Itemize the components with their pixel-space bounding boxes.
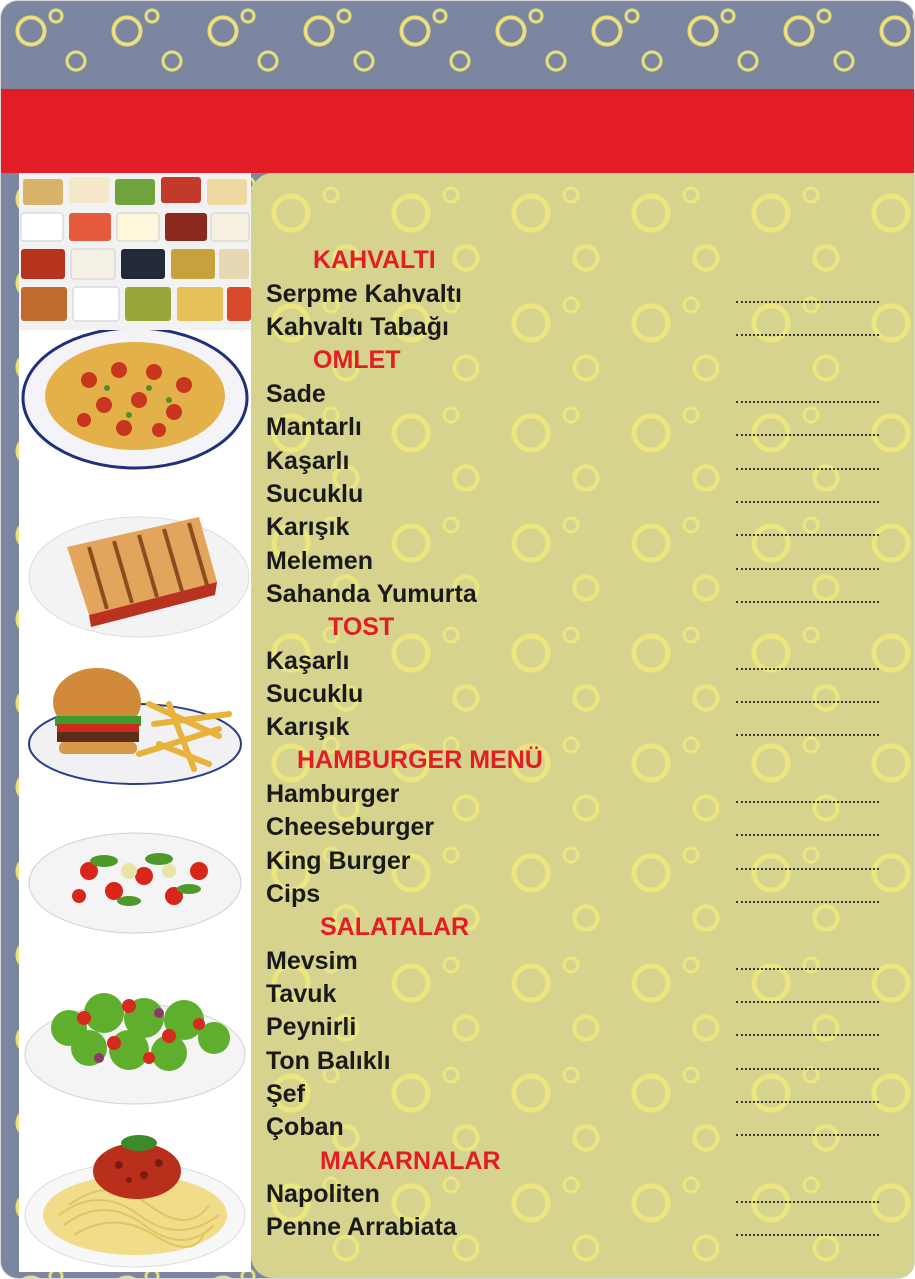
- menu-item: Karışık: [266, 713, 350, 741]
- price-placeholder: [736, 434, 879, 436]
- price-placeholder: [736, 568, 879, 570]
- price-placeholder: [736, 834, 879, 836]
- photo-column: [19, 173, 251, 1278]
- menu-item: Cheeseburger: [266, 813, 435, 841]
- price-placeholder: [736, 468, 879, 470]
- menu-item: Ton Balıklı: [266, 1047, 391, 1075]
- price-placeholder: [736, 1234, 879, 1236]
- price-placeholder: [736, 501, 879, 503]
- omelet-photo: [19, 330, 251, 487]
- menu-item: Sade: [266, 380, 326, 408]
- pasta-photo: [19, 1115, 251, 1272]
- menu-item: Şef: [266, 1080, 305, 1108]
- price-placeholder: [736, 1101, 879, 1103]
- price-placeholder: [736, 534, 879, 536]
- category-salatalar: SALATALAR: [320, 913, 470, 941]
- price-placeholder: [736, 701, 879, 703]
- toast-photo: [19, 487, 251, 644]
- menu-item: Tavuk: [266, 980, 337, 1008]
- price-placeholder: [736, 401, 879, 403]
- menu-item: Mevsim: [266, 947, 358, 975]
- menu-item: Sucuklu: [266, 480, 364, 508]
- header-band: [1, 89, 915, 173]
- price-placeholder: [736, 868, 879, 870]
- price-placeholder: [736, 301, 879, 303]
- category-hamburger: HAMBURGER MENÜ: [297, 746, 543, 774]
- green-salad-photo: [19, 958, 251, 1115]
- price-placeholder: [736, 1134, 879, 1136]
- hamburger-photo: [19, 644, 251, 801]
- menu-item: Kaşarlı: [266, 447, 350, 475]
- menu-item: Penne Arrabiata: [266, 1213, 457, 1241]
- price-placeholder: [736, 601, 879, 603]
- menu-item: Karışık: [266, 513, 350, 541]
- category-omlet: OMLET: [313, 346, 401, 374]
- price-placeholder: [736, 1068, 879, 1070]
- price-placeholder: [736, 1201, 879, 1203]
- price-placeholder: [736, 1034, 879, 1036]
- menu-item: Kahvaltı Tabağı: [266, 313, 449, 341]
- price-placeholder: [736, 734, 879, 736]
- menu-item: Peynirli: [266, 1013, 357, 1041]
- menu-item: Sucuklu: [266, 680, 364, 708]
- price-placeholder: [736, 1001, 879, 1003]
- menu-item: Hamburger: [266, 780, 400, 808]
- price-placeholder: [736, 901, 879, 903]
- menu-item: Mantarlı: [266, 413, 362, 441]
- salad-plate-photo: [19, 801, 251, 958]
- price-placeholder: [736, 968, 879, 970]
- menu-item: King Burger: [266, 847, 411, 875]
- price-placeholder: [736, 334, 879, 336]
- price-placeholder: [736, 668, 879, 670]
- menu-item: Melemen: [266, 547, 373, 575]
- category-makarnalar: MAKARNALAR: [320, 1147, 501, 1175]
- menu-item: Kaşarlı: [266, 647, 350, 675]
- price-placeholder: [736, 801, 879, 803]
- menu-item: Cips: [266, 880, 321, 908]
- menu-item: Sahanda Yumurta: [266, 580, 477, 608]
- category-kahvalti: KAHVALTI: [313, 246, 436, 274]
- menu-item: Napoliten: [266, 1180, 380, 1208]
- breakfast-spread-photo: [19, 173, 251, 330]
- menu-item: Çoban: [266, 1113, 344, 1141]
- menu-item: Serpme Kahvaltı: [266, 280, 462, 308]
- category-tost: TOST: [328, 613, 395, 641]
